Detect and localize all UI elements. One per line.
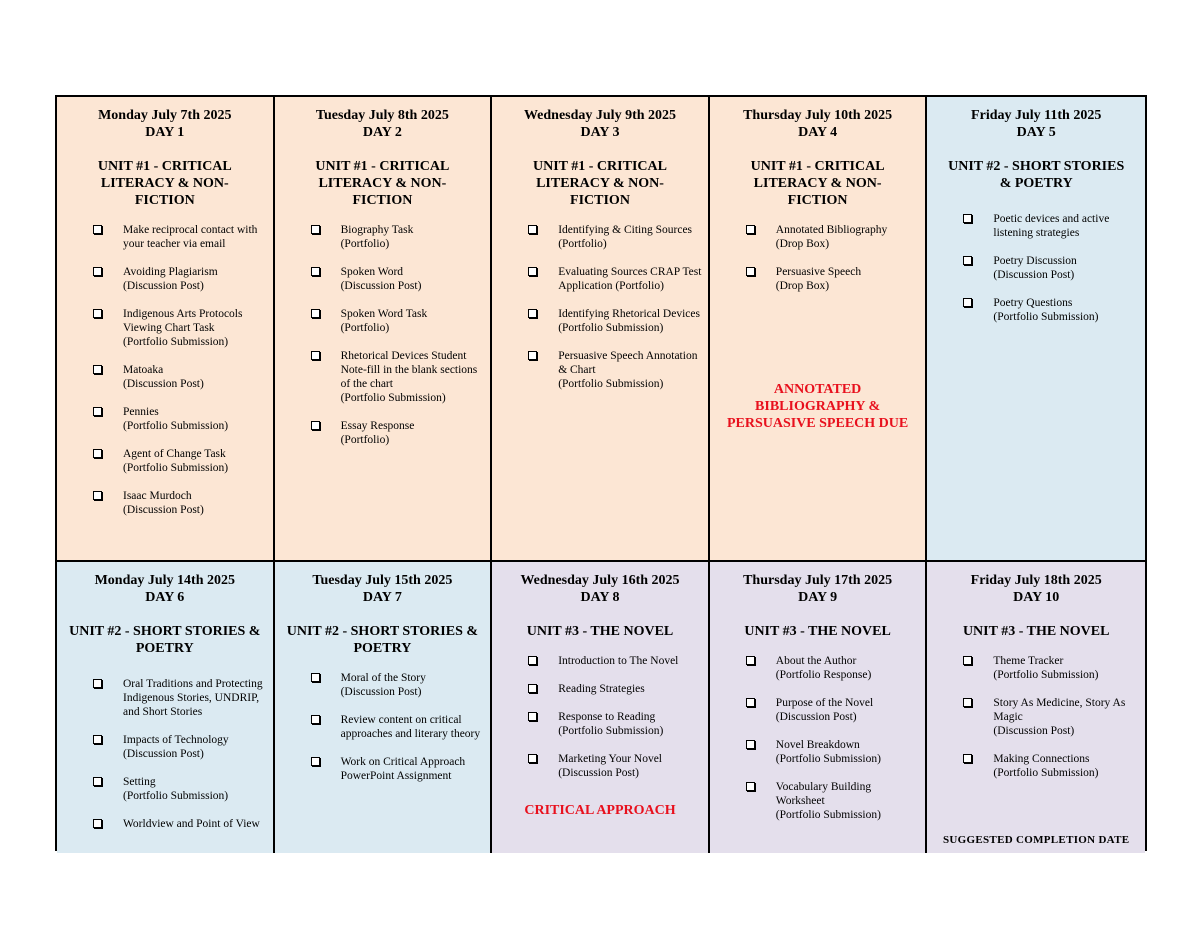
- task-item: [311, 223, 485, 251]
- task-item: [93, 817, 267, 831]
- day-date: Thursday July 17th 2025: [743, 573, 893, 588]
- task-title: Making Connections: [993, 753, 1090, 765]
- day-number: DAY 8: [580, 590, 620, 605]
- task-detail: (Portfolio Submission): [558, 378, 664, 390]
- task-item: [963, 752, 1139, 780]
- task-detail: (Portfolio): [340, 434, 390, 446]
- task-list: [498, 654, 702, 780]
- task-item: [311, 265, 485, 293]
- task-item: [746, 696, 920, 724]
- checkbox-bullet-icon: [528, 351, 537, 360]
- task-title: Essay Response: [340, 420, 415, 432]
- task-item: [528, 654, 702, 668]
- day-number: DAY 7: [362, 590, 402, 605]
- unit-title: UNIT #3 - THE NOVEL: [962, 624, 1110, 639]
- checkbox-bullet-icon: [528, 309, 537, 318]
- task-item: [93, 775, 267, 803]
- task-title: Novel Breakdown: [775, 739, 860, 751]
- checkbox-bullet-icon: [93, 777, 102, 786]
- task-detail: (Portfolio Submission): [123, 790, 229, 802]
- task-detail: (Discussion Post): [123, 748, 204, 760]
- task-detail: (Portfolio Submission): [123, 336, 229, 348]
- suggested-completion-note: SUGGESTED COMPLETION DATE: [943, 834, 1130, 846]
- task-title: Isaac Murdoch: [123, 490, 192, 502]
- task-item: [528, 265, 702, 293]
- task-list: [933, 212, 1139, 324]
- schedule-calendar: [55, 95, 1147, 851]
- task-item: [311, 349, 485, 405]
- task-title: Poetry Discussion: [993, 255, 1077, 267]
- day-number: DAY 3: [580, 125, 620, 140]
- task-detail: (Discussion Post): [993, 725, 1075, 737]
- day-number: DAY 1: [145, 125, 185, 140]
- task-title: Matoaka: [123, 364, 164, 376]
- checkbox-bullet-icon: [528, 754, 537, 763]
- task-detail: (Portfolio Submission): [993, 669, 1099, 681]
- checkbox-bullet-icon: [93, 225, 102, 234]
- unit-title: UNIT #3 - THE NOVEL: [526, 624, 674, 639]
- day-cell-10: [927, 560, 1145, 853]
- task-title: Identifying & Citing Sources: [558, 224, 693, 236]
- task-item: [93, 677, 267, 719]
- task-detail: (Portfolio Submission): [993, 311, 1099, 323]
- checkbox-bullet-icon: [93, 735, 102, 744]
- task-list: [716, 654, 920, 822]
- checkbox-bullet-icon: [528, 656, 537, 665]
- day-date: Tuesday July 15th 2025: [312, 573, 453, 588]
- task-title: Rhetorical Devices Student Note-fill in the blank sections of the chart: [340, 350, 478, 390]
- unit-title: UNIT #2 - SHORT STORIES & POETRY: [286, 624, 479, 656]
- day-date: Friday July 11th 2025: [971, 108, 1102, 123]
- day-number: DAY 2: [362, 125, 402, 140]
- checkbox-bullet-icon: [311, 421, 320, 430]
- task-title: Poetry Questions: [993, 297, 1073, 309]
- unit-title: UNIT #2 - SHORT STORIES & POETRY: [69, 624, 261, 656]
- task-detail: (Discussion Post): [558, 767, 640, 779]
- task-detail: (Portfolio Submission): [775, 809, 881, 821]
- task-detail: (Portfolio): [558, 238, 607, 250]
- task-item: [528, 307, 702, 335]
- task-item: [746, 654, 920, 682]
- task-title: Story As Medicine, Story As Magic: [993, 697, 1126, 723]
- task-detail: (Portfolio): [340, 322, 390, 334]
- task-detail: (Portfolio Submission): [123, 420, 229, 432]
- checkbox-bullet-icon: [311, 225, 320, 234]
- task-detail: (Portfolio): [340, 238, 390, 250]
- checkbox-bullet-icon: [93, 491, 102, 500]
- checkbox-bullet-icon: [528, 684, 537, 693]
- day-number: DAY 9: [798, 590, 838, 605]
- day-cell-9: [710, 560, 928, 853]
- checkbox-bullet-icon: [311, 351, 320, 360]
- task-item: [746, 265, 920, 293]
- task-item: [93, 447, 267, 475]
- day-cell-7: [275, 560, 493, 853]
- task-title: Persuasive Speech Annotation & Chart: [558, 350, 698, 376]
- checkbox-bullet-icon: [311, 715, 320, 724]
- checkbox-bullet-icon: [93, 267, 102, 276]
- day-date: Wednesday July 9th 2025: [523, 108, 677, 123]
- checkbox-bullet-icon: [746, 656, 755, 665]
- checkbox-bullet-icon: [528, 225, 537, 234]
- checkbox-bullet-icon: [93, 365, 102, 374]
- task-item: [311, 713, 485, 741]
- checkbox-bullet-icon: [528, 712, 537, 721]
- task-item: [963, 212, 1139, 240]
- task-title: Avoiding Plagiarism: [123, 266, 218, 278]
- task-item: [311, 307, 485, 335]
- day-cell-3: [492, 97, 710, 560]
- task-title: Pennies: [123, 406, 159, 418]
- task-title: Indigenous Arts Protocols Viewing Chart Task: [123, 308, 243, 334]
- day-date: Friday July 18th 2025: [970, 573, 1102, 588]
- task-title: Poetic devices and active listening strategies: [993, 213, 1110, 239]
- task-title: Persuasive Speech: [775, 266, 862, 278]
- day-number: DAY 10: [1013, 590, 1060, 605]
- checkbox-bullet-icon: [93, 449, 102, 458]
- day-cell-1: [57, 97, 275, 560]
- day-date: Monday July 14th 2025: [94, 573, 235, 588]
- task-detail: (Portfolio Submission): [558, 322, 664, 334]
- task-detail: (Discussion Post): [123, 378, 204, 390]
- task-detail: (Discussion Post): [775, 711, 857, 723]
- task-list: [63, 223, 267, 517]
- unit-title: UNIT #1 - CRITICAL LITERACY & NON-FICTION: [533, 159, 667, 208]
- day-cell-4: [710, 97, 928, 560]
- task-list: [498, 223, 702, 391]
- day-date: Wednesday July 16th 2025: [520, 573, 680, 588]
- task-detail: (Discussion Post): [993, 269, 1075, 281]
- checkbox-bullet-icon: [311, 267, 320, 276]
- task-title: Impacts of Technology: [123, 734, 229, 746]
- task-list: [63, 677, 267, 831]
- task-detail: (Portfolio Submission): [775, 753, 881, 765]
- checkbox-bullet-icon: [746, 782, 755, 791]
- task-item: [311, 419, 485, 447]
- task-detail: (Discussion Post): [340, 686, 422, 698]
- task-title: Spoken Word: [340, 266, 404, 278]
- task-title: Introduction to The Novel: [558, 655, 679, 667]
- task-item: [93, 489, 267, 517]
- day-date: Tuesday July 8th 2025: [315, 108, 449, 123]
- task-title: Evaluating Sources CRAP Test Application (Portfolio): [558, 266, 702, 292]
- task-item: [93, 265, 267, 293]
- unit-title: UNIT #2 - SHORT STORIES & POETRY: [948, 159, 1125, 191]
- day-date: Monday July 7th 2025: [98, 108, 232, 123]
- day-number: DAY 5: [1016, 125, 1056, 140]
- checkbox-bullet-icon: [746, 740, 755, 749]
- checkbox-bullet-icon: [746, 267, 755, 276]
- task-item: [528, 682, 702, 696]
- checkbox-bullet-icon: [963, 298, 972, 307]
- task-detail: (Portfolio Submission): [340, 392, 446, 404]
- day-cell-6: [57, 560, 275, 853]
- checkbox-bullet-icon: [93, 407, 102, 416]
- checkbox-bullet-icon: [963, 754, 972, 763]
- checkbox-bullet-icon: [746, 698, 755, 707]
- task-title: Purpose of the Novel: [775, 697, 874, 709]
- task-detail: (Portfolio Submission): [558, 725, 664, 737]
- checkbox-bullet-icon: [963, 656, 972, 665]
- task-title: Setting: [123, 776, 156, 788]
- task-title: Moral of the Story: [340, 672, 426, 684]
- task-title: Marketing Your Novel: [558, 753, 663, 765]
- task-detail: (Portfolio Response): [775, 669, 872, 681]
- task-item: [311, 755, 485, 783]
- day-cell-8: [492, 560, 710, 853]
- task-title: Agent of Change Task: [123, 448, 226, 460]
- task-title: Identifying Rhetorical Devices: [558, 308, 700, 320]
- task-title: Vocabulary Building Worksheet: [775, 781, 872, 807]
- task-item: [963, 296, 1139, 324]
- checkbox-bullet-icon: [311, 757, 320, 766]
- task-detail: (Drop Box): [775, 280, 830, 292]
- task-title: About the Author: [775, 655, 857, 667]
- checkbox-bullet-icon: [93, 309, 102, 318]
- task-title: Review content on critical approaches and literary theory: [340, 714, 481, 740]
- task-item: [963, 696, 1139, 738]
- task-item: [93, 405, 267, 433]
- task-item: [528, 349, 702, 391]
- task-detail: (Portfolio Submission): [123, 462, 229, 474]
- task-title: Biography Task: [340, 224, 414, 236]
- task-item: [963, 654, 1139, 682]
- task-title: Worldview and Point of View: [123, 818, 260, 830]
- task-title: Oral Traditions and Protecting Indigenous Stories, UNDRIP, and Short Stories: [123, 678, 263, 718]
- task-item: [746, 780, 920, 822]
- task-title: Reading Strategies: [558, 683, 645, 695]
- day-cell-2: [275, 97, 493, 560]
- checkbox-bullet-icon: [311, 673, 320, 682]
- checkbox-bullet-icon: [93, 819, 102, 828]
- due-notice: ANNOTATED BIBLIOGRAPHY & PERSUASIVE SPEECH DUE: [726, 382, 909, 431]
- task-title: Annotated Bibliography: [775, 224, 888, 236]
- task-detail: (Portfolio Submission): [993, 767, 1099, 779]
- unit-title: UNIT #1 - CRITICAL LITERACY & NON-FICTION: [315, 159, 450, 208]
- task-title: Make reciprocal contact with your teacher via email: [123, 224, 258, 250]
- checkbox-bullet-icon: [93, 679, 102, 688]
- task-item: [528, 223, 702, 251]
- checkbox-bullet-icon: [963, 214, 972, 223]
- checkbox-bullet-icon: [311, 309, 320, 318]
- checkbox-bullet-icon: [963, 256, 972, 265]
- task-detail: (Drop Box): [775, 238, 830, 250]
- checkbox-bullet-icon: [746, 225, 755, 234]
- due-notice: CRITICAL APPROACH: [524, 803, 676, 818]
- checkbox-bullet-icon: [963, 698, 972, 707]
- checkbox-bullet-icon: [528, 267, 537, 276]
- task-detail: (Discussion Post): [340, 280, 422, 292]
- task-item: [746, 223, 920, 251]
- task-list: [716, 223, 920, 293]
- task-item: [93, 733, 267, 761]
- day-date: Thursday July 10th 2025: [743, 108, 893, 123]
- task-list: [281, 671, 485, 783]
- task-detail: (Discussion Post): [123, 280, 204, 292]
- task-item: [93, 307, 267, 349]
- task-title: Theme Tracker: [993, 655, 1064, 667]
- day-cell-5: [927, 97, 1145, 560]
- task-item: [528, 752, 702, 780]
- task-item: [93, 223, 267, 251]
- task-item: [746, 738, 920, 766]
- task-detail: (Discussion Post): [123, 504, 204, 516]
- task-item: [93, 363, 267, 391]
- task-title: Work on Critical Approach PowerPoint Assignment: [340, 756, 466, 782]
- task-list: [281, 223, 485, 447]
- task-item: [963, 254, 1139, 282]
- task-title: Response to Reading: [558, 711, 656, 723]
- unit-title: UNIT #1 - CRITICAL LITERACY & NON-FICTION: [750, 159, 885, 208]
- task-list: [933, 654, 1139, 780]
- unit-title: UNIT #3 - THE NOVEL: [744, 624, 891, 639]
- day-number: DAY 4: [798, 125, 838, 140]
- unit-title: UNIT #1 - CRITICAL LITERACY & NON-FICTION: [97, 159, 232, 208]
- task-item: [311, 671, 485, 699]
- task-title: Spoken Word Task: [340, 308, 428, 320]
- day-number: DAY 6: [145, 590, 185, 605]
- task-item: [528, 710, 702, 738]
